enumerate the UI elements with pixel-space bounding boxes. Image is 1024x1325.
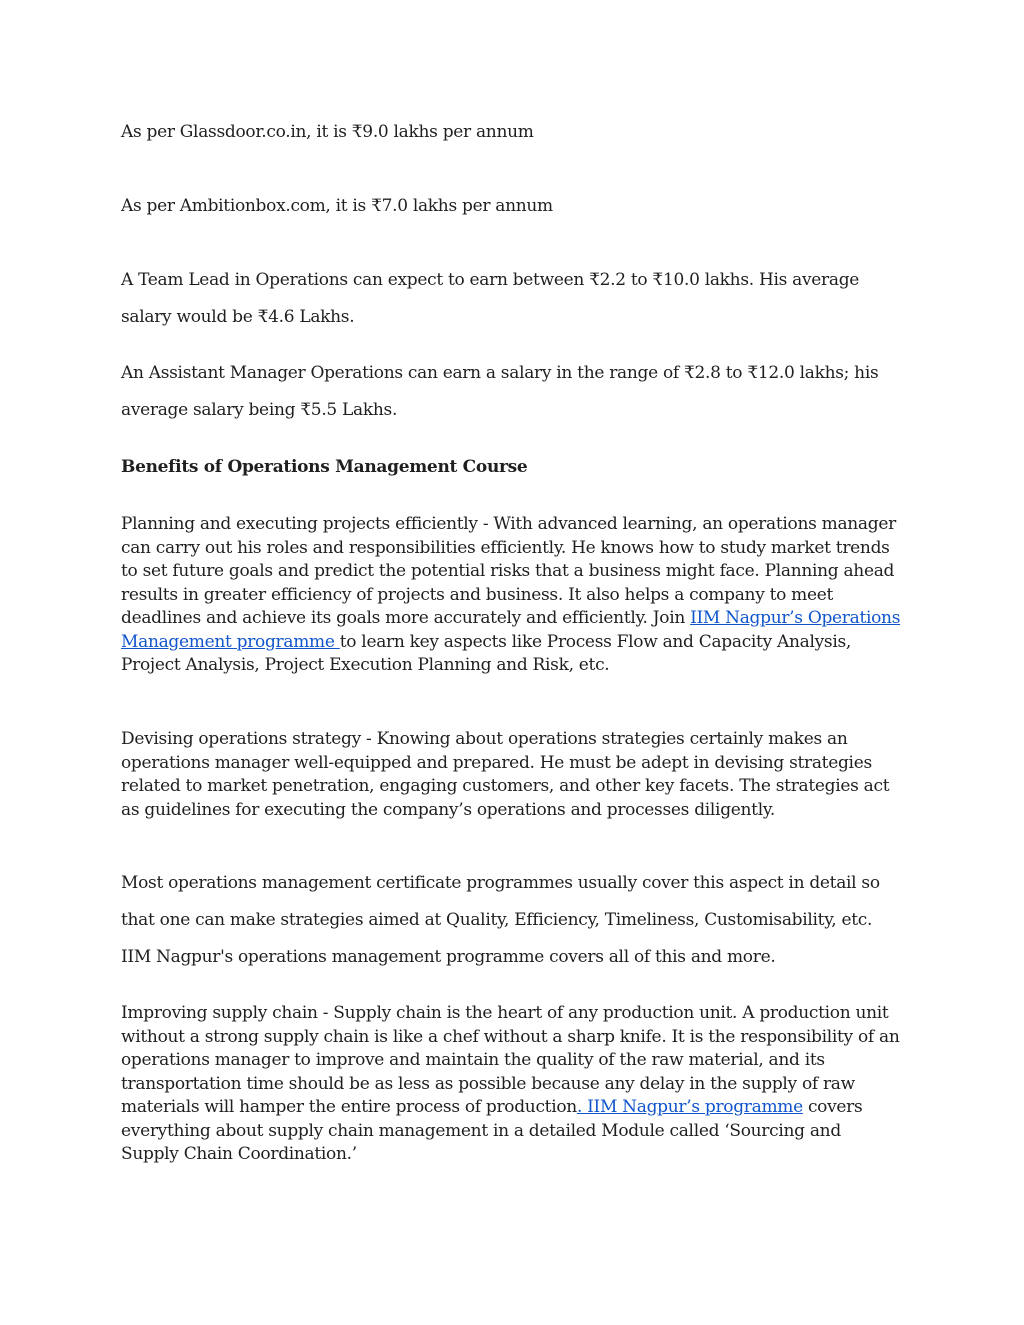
benefits-heading: Benefits of Operations Management Course [121,457,528,477]
supply-chain-text: Improving supply chain - Supply chain is the heart of any production unit. A production unit without a strong supply chain is like a chef without a sharp knife. It is the responsibility of an operations manager to improve and maintain the quality of the raw material, and its transportation time should be as less as possible because any delay in the supply of raw materials will hamper the entire process of production [121,1003,900,1117]
supply-chain-paragraph [121,1002,901,1167]
glassdoor-salary-paragraph: As per Glassdoor.co.in, it is ₹9.0 lakhs per annum [121,122,534,142]
planning-text: Planning and executing projects efficiently - With advanced learning, an operations manager can carry out his roles and responsibilities efficiently. He knows how to study market trends to set future goals and predict the potential risks that a business might face. Planning ahead results in greater efficiency of projects and business. It also helps a company to meet deadlines and achieve its goals more accurately and efficiently. Join [121,514,896,628]
team-lead-salary-paragraph: A Team Lead in Operations can expect to earn between ₹2.2 to ₹10.0 lakhs. His average salary would be ₹4.6 Lakhs. [121,270,860,327]
iim-nagpur-operations-programme-link[interactable]: IIM Nagpur’s Operations Management programme [121,608,901,652]
planning-text-after-link: to learn key aspects like Process Flow and Capacity Analysis, Project Analysis, Project Execution Planning and Risk, etc. [121,631,851,675]
planning-paragraph [121,513,901,678]
ambitionbox-salary-paragraph: As per Ambitionbox.com, it is ₹7.0 lakhs per annum [121,196,553,216]
supply-chain-text-after-link: covers everything about supply chain management in a detailed Module called ‘Sourcing and Supply Chain Coordination.’ [121,1097,863,1164]
assistant-manager-salary-paragraph: An Assistant Manager Operations can earn a salary in the range of ₹2.8 to ₹12.0 lakhs; his average salary being ₹5.5 Lakhs. [121,363,879,420]
iim-nagpur-programme-link[interactable]: . IIM Nagpur’s programme [576,1097,803,1117]
devising-strategy-paragraph: Devising operations strategy - Knowing about operations strategies certainly makes an operations manager well-equipped and prepared. He must be adept in devising strategies related to market penetration, engaging customers, and other key facets. The strategies act as guidelines for executing the company’s operations and processes diligently. [121,729,890,820]
programmes-coverage-paragraph: Most operations management certificate programmes usually cover this aspect in detail so that one can make strategies aimed at Quality, Efficiency, Timeliness, Customisability, etc. IIM Nagpur's operations management programme covers all of this and more. [121,873,880,967]
